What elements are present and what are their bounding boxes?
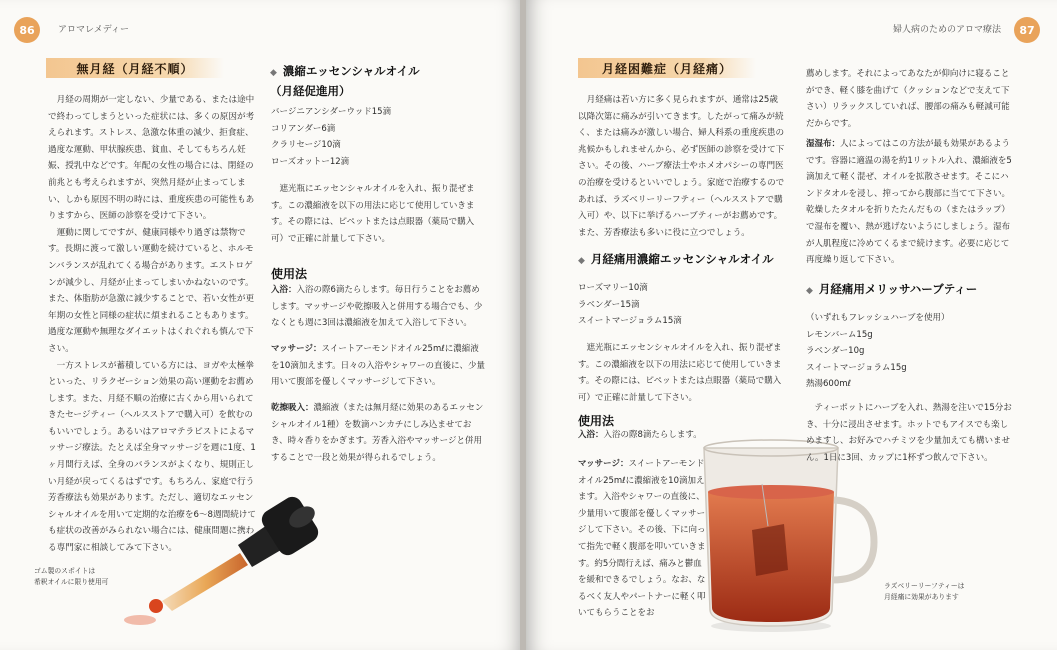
oil-blend-heading: ◆ 月経痛用濃縮エッセンシャルオイル [578,252,774,266]
tea-ingredients: （いずれもフレッシュハーブを使用） レモンバーム15g ラベンダー10g スイートマージョラム15g 熱湯600mℓ [806,310,1006,393]
left-page [0,0,522,650]
compress-method: 湿湿布：人によってはこの方法が最も効果があるようです。容器に適温の湯を約1リットル入れ、濃縮液を5滴加えて軽く混ぜ、オイルを拡散させます。そこにハンドタオルを浸し、搾ってから腹部に当てて下さい。乾燥したタオルを折りたたんだもの（またはラップ）で湿布を覆い、熱が逃げないようにしましょう。湿布が人肌程度に冷めてくるまで続けます。必要に応じて再度繰り返して下さい。 [806,139,1012,266]
tea-item: ラベンダー10g [806,346,865,357]
usage-massage: マッサージ：スイートアーモンドオイル25mℓに濃縮液を10滴加えます。入浴やシャワーの直後に、少量用いて腹部を優しくマッサージして下さい。その後、下に向って指先で軽く腹部を叩いていきます。約5分間行えば、痛みと鬱血を緩和できるでしょう。なお、なるべく友人やパートナーに軽く叩いてもらうことをお [578,459,706,619]
page-number: 87 [1014,17,1040,43]
oil-item: ローズマリー10滴 [578,283,648,293]
paragraph: 月経痛は若い方に多く見られますが、通常は25歳以降次第に痛みが引いてきます。したがって痛みが続く、または痛みが激しい場合、婦人科系の重度疾患の兆候かもしれませんから、必ず医師の診察を受けて下さい。その後、ハーブ療法士やホメオパシーの専門医の治療を受けるといいでしょう。家庭で治療するのであれば、ラズベリーリーフティー（ヘルスストアで購入可）や、以下に挙げるハーブティーがお薦めです。また、芳香療法も多いに役に立つでしょう。 [578,95,785,238]
oil-instruction: 遮光瓶にエッセンシャルオイルを入れ、振り混ぜます。この濃縮液を以下の用法に応じて使用していきます。その際には、ピペットまたは点眼器（薬局で購入可）で正確に計量して下さい。 [271,184,475,244]
tea-instruction: ティーポットにハーブを入れ、熱湯を注いで15分おき、十分に浸出させます。ホットでもアイスでも楽しめますし、お好みでハチミツを少量加えても構いません。1日に3回、カップに1杯ずつ飲んで下さい。 [806,403,1012,463]
oil-item: コリアンダー6滴 [271,123,336,134]
drop-icon: ◆ [270,68,277,78]
oil-list [271,104,481,170]
usage-massage: マッサージ：スイートアーモンドオイル25mℓに濃縮液を10滴加えます。日々の入浴やシャワーの直後に、少量用いて腹部を優しくマッサージして下さい。 [271,344,485,388]
oil-item: バージニアンシダーウッド15滴 [271,107,392,117]
oil-item: スイートマージョラム15滴 [578,316,682,327]
continued-text: 薦めします。それによってあなたが仰向けに寝ることができ、軽く膝を曲げて（クッションなどで支えて下さい）リラックスしていれば、腰部の痛みも軽減可能だからです。 [806,69,1010,129]
body-text [48,92,256,557]
section-heading: 月経困難症（月経痛） [578,58,756,78]
oil-item: クラリセージ10滴 [271,140,341,151]
tea-item: 熱湯600mℓ [806,379,852,390]
paragraph: 一方ストレスが蓄積している方には、ヨガや太極拳といった、リラクゼーション効果の高い運動をお薦めします。また、月経不順の治療に古くから用いられてきたセージティー（ヘルスストアで購入可）を飲むのもいいでしょう。あるいはアロマテラピストによるマッサージ療法。たとえば全身マッサージを週に1度、1ヶ月間行えば、全身のバランスがよくなり、規則正しい月経が戻ってくるはずです。もちろん、家庭で行う芳香療法も効果があります。ただし、適切なエッセンシャルオイルを用いて定期的な治療を6～8週間続けても症状の改善がみられない場合には、健康問題に携わる専門家に相談してみて下さい。 [48,360,256,554]
oil-item: ラベンダー15滴 [578,299,640,310]
dropper-image [120,495,330,635]
right-page [526,0,1057,650]
page-number: 86 [14,17,40,43]
photo-caption: ゴム製のスポイトは 希釈オイルに限り使用可 [34,567,109,586]
drop-icon: ◆ [806,286,813,296]
drop-icon: ◆ [578,256,585,266]
usage-inhalation: 乾擦吸入：濃縮液（または無月経に効果のあるエッセンシャルオイル1種）を数滴ハンカチにしみ込ませておき、時々香りをかぎます。芳香入浴やマッサージと併用することで一段と効果が得られるでしょう。 [271,403,484,463]
tea-item: レモンバーム15g [806,329,873,340]
running-head: アロマレメディー [58,25,130,35]
usage-bath: 入浴：入浴の際6滴たらします。毎日行うことをお薦めします。マッサージや乾擦吸入と併用する場合でも、少なくとも週に3回は濃縮液を加えて入浴して下さい。 [271,285,483,329]
running-head: 婦人病のためのアロマ療法 [893,25,1002,35]
oil-item: ローズオットー12滴 [271,156,350,167]
usage-heading: 使用法 [271,267,308,281]
usage-bath: 入浴：入浴の際8滴たらします。 [578,430,702,440]
paragraph: 運動に関してですが、健康同様やり過ぎは禁物です。長期に渡って激しい運動を続けていると、ホルモンバランスが乱れてくる場合があります。エストロゲンが減少し、月経が止まってしまいかねないのです。また、体脂肪が急激に減少することで、若い女性が更年期の女性と同様の症状に煩まれることもあります。過度な運動や無理なダイエットはくれぐれも慎んで下さい。 [48,227,255,354]
usage-heading: 使用法 [578,414,615,428]
paragraph: 月経の周期が一定しない、少量である、または途中で終わってしまうといった症状には、多くの原因が考えられます。ストレス、急激な体重の減少、拒食症、過度な運動、甲状腺疾患、貧血、そしてもちろん妊娠、授乳中などです。年配の女性の場合には、閉経の前兆とも考えられますが、突然月経が止まってしまい、しかも原因不明の時には、重度疾患の可能性もありますから、医師の診察を受けて下さい。 [48,95,255,222]
oil-instruction: 遮光瓶にエッセンシャルオイルを入れ、振り混ぜます。この濃縮液を以下の用法に応じて使用していきます。その際には、ピペットまたは点眼器（薬局で購入可）で正確に計量して下さい。 [578,343,782,403]
body-text [578,92,786,241]
herbal-tea-heading: ◆ 月経痛用メリッサハーブティー [806,282,978,296]
oil-list [578,280,778,330]
oil-blend-heading: ◆ 濃縮エッセンシャルオイル （月経促進用） [270,64,420,98]
section-heading: 無月経（月経不順） [46,58,224,78]
photo-caption: ラズベリーリーフティーは 月経痛に効果があります [884,582,965,601]
tea-item: スイートマージョラム15g [806,362,907,373]
